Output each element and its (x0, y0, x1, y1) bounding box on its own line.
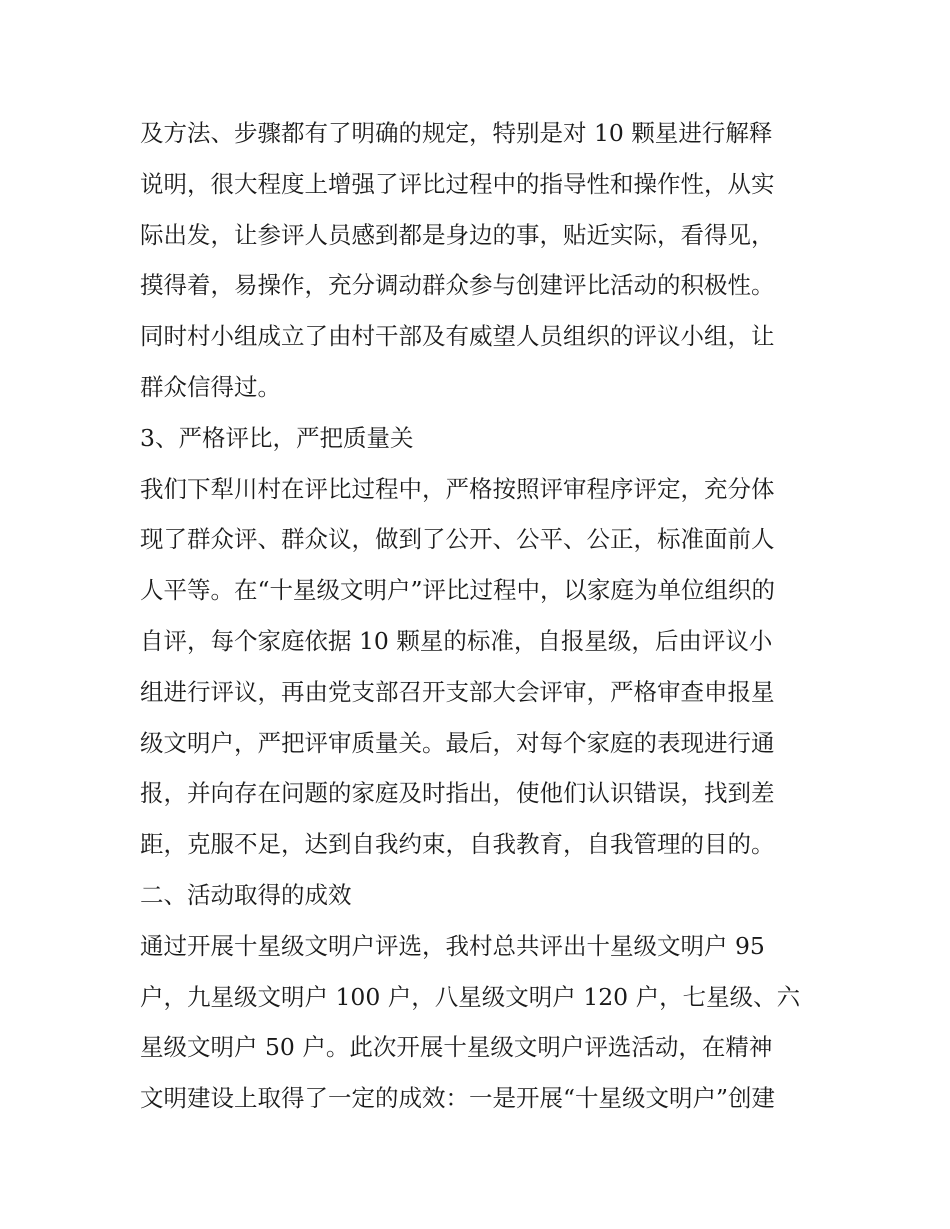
text-line: 际出发，让参评人员感到都是身边的事，贴近实际，看得见， (140, 220, 775, 249)
text-line: 文明建设上取得了一定的成效：一是开展“十星级文明户”创建 (140, 1084, 776, 1113)
text-line: 户，九星级文明户 100 户，八星级文明户 120 户，七星级、六 (140, 982, 801, 1011)
text-line: 群众信得过。 (140, 372, 281, 401)
text-line: 我们下犁川村在评比过程中，严格按照评审程序评定，充分体 (140, 474, 775, 503)
section-heading: 二、活动取得的成效 (140, 880, 352, 909)
text-line: 距，克服不足，达到自我约束，自我教育，自我管理的目的。 (140, 830, 775, 859)
text-line: 人平等。在“十星级文明户”评比过程中，以家庭为单位组织的 (140, 576, 776, 605)
text-line: 同时村小组成立了由村干部及有威望人员组织的评议小组，让 (140, 322, 775, 351)
text-line: 现了群众评、群众议，做到了公开、公平、公正，标准面前人 (140, 525, 775, 554)
document-body (140, 108, 820, 1124)
text-line: 说明，很大程度上增强了评比过程中的指导性和操作性，从实 (140, 169, 775, 198)
text-line: 及方法、步骤都有了明确的规定，特别是对 10 颗星进行解释 (140, 119, 773, 147)
text-line: 星级文明户 50 户。此次开展十星级文明户评选活动，在精神 (140, 1033, 773, 1062)
text-line: 摸得着，易操作，充分调动群众参与创建评比活动的积极性。 (140, 271, 775, 300)
text-line: 级文明户，严把评审质量关。最后，对每个家庭的表现进行通 (140, 728, 775, 757)
text-line: 通过开展十星级文明户评选，我村总共评出十星级文明户 95 (140, 931, 765, 960)
text-line: 自评，每个家庭依据 10 颗星的标准，自报星级，后由评议小 (140, 626, 773, 655)
text-line: 组进行评议，再由党支部召开支部大会评审，严格审查申报星 (140, 677, 775, 706)
text-line: 报，并向存在问题的家庭及时指出，使他们认识错误，找到差 (140, 779, 775, 808)
section-heading: 3、严格评比，严把质量关 (140, 423, 414, 452)
